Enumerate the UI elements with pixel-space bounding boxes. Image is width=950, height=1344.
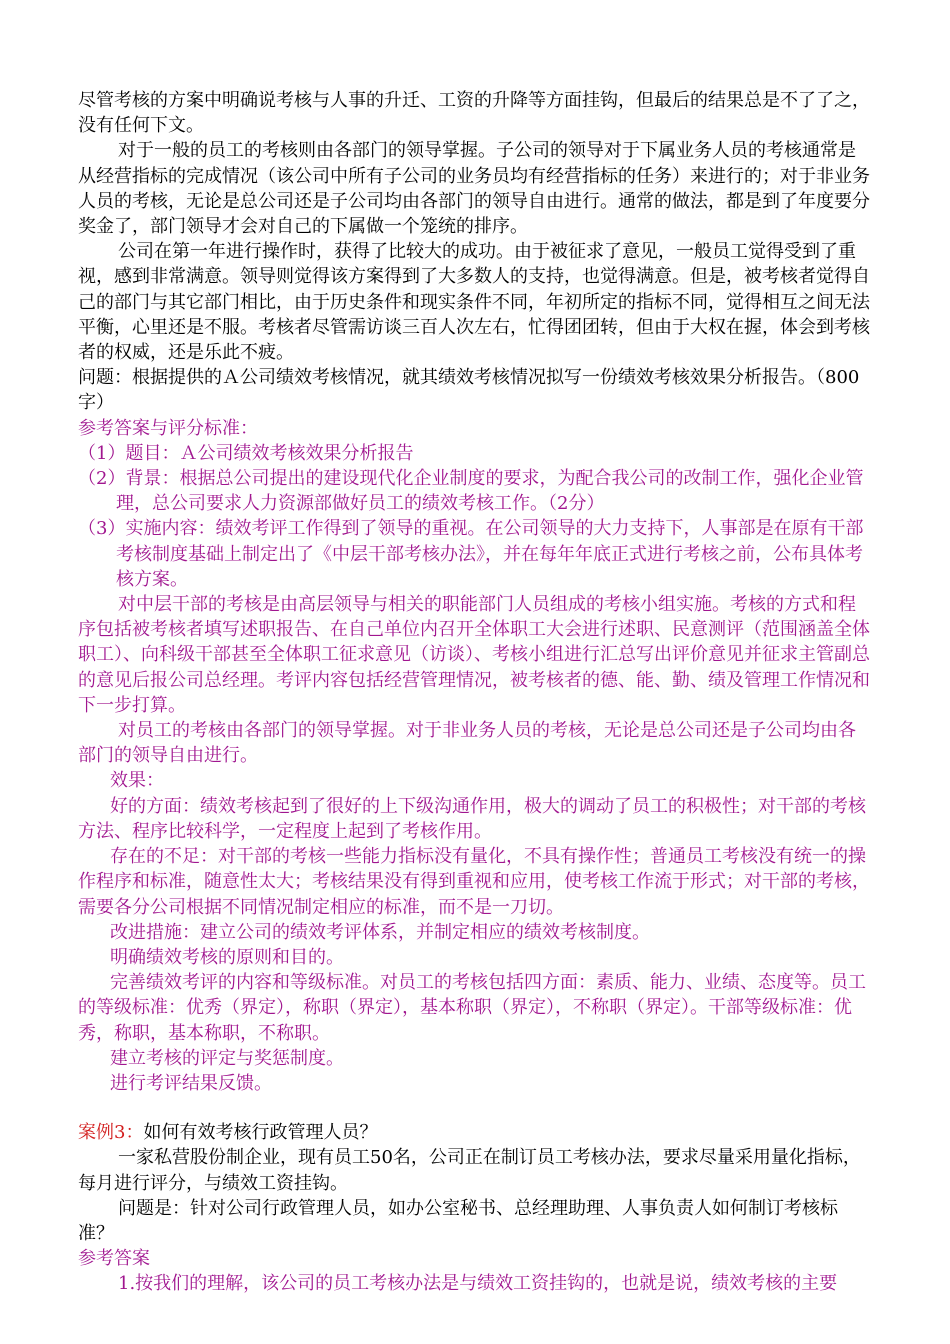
effect-label: 效果： [110, 770, 164, 792]
answer-heading: 参考答案与评分标准： [78, 417, 258, 439]
intro-paragraph-2: 对于一般的员工的考核则由各部门的领导掌握。子公司的领导对于下属业务人员的考核通常是从经营指标的完成情况（该公司中所有子公司的业务员均有经营指标的任务）来进行的；对于非业务人员的考核，无论是总公司还是子公司均由各部门的领导自由进行。通常的做法，都是到了年度要分奖金了，部门领导才会对自己的下属做一个笼统的排序。 [78, 140, 870, 238]
effect-good: 好的方面：绩效考核起到了很好的上下级沟通作用，极大的调动了员工的积极性；对干部的考核方法、程序比较科学，一定程度上起到了考核作用。 [78, 795, 866, 842]
answer-item-1: （1）题目：Ａ公司绩效考核效果分析报告 [78, 442, 414, 464]
case3-answer-1: 1.按我们的理解，该公司的员工考核办法是与绩效工资挂钩的，也就是说，绩效考核的主要 [118, 1273, 838, 1295]
case3-title: 如何有效考核行政管理人员？ [143, 1122, 378, 1144]
answer-paragraph-staff: 对员工的考核由各部门的领导掌握。对于非业务人员的考核，无论是总公司还是子公司均由各部门的领导自由进行。 [78, 720, 856, 767]
case3-paragraph-2: 问题是：针对公司行政管理人员，如办公室秘书、总经理助理、人事负责人如何制订考核标准？ [78, 1197, 838, 1244]
intro-paragraph-1: 尽管考核的方案中明确说考核与人事的升迁、工资的升降等方面挂钩，但最后的结果总是不了了之，没有任何下文。 [78, 90, 870, 137]
measure-3: 建立考核的评定与奖惩制度。 [110, 1047, 344, 1069]
case3-answer-heading: 参考答案 [78, 1248, 150, 1270]
case3-heading [78, 1120, 870, 1145]
answer-item-3: （3）实施内容：绩效考评工作得到了领导的重视。在公司领导的大力支持下，人事部是在原有干部考核制度基础上制定出了《中层干部考核办法》，并在每年年底正式进行考核之前，公布具体考核方案。 [78, 518, 864, 590]
answer-section [78, 416, 870, 1096]
measure-2: 完善绩效考评的内容和等级标准。对员工的考核包括四方面：素质、能力、业绩、态度等。员工的等级标准：优秀（界定），称职（界定），基本称职（界定），不称职（界定）。干部等级标准：优秀，称职，基本称职，不称职。 [78, 972, 866, 1044]
question-text: 问题：根据提供的Ａ公司绩效考核情况，就其绩效考核情况拟写一份绩效考核效果分析报告。（800字） [78, 367, 860, 414]
document-body [78, 88, 870, 1297]
effect-bad: 存在的不足：对干部的考核一些能力指标没有量化，不具有操作性；普通员工考核没有统一的操作程序和标准，随意性太大；考核结果没有得到重视和应用，使考核工作流于形式；对干部的考核，需要各分公司根据不同情况制定相应的标准，而不是一刀切。 [78, 846, 870, 918]
answer-item-2: （2）背景：根据总公司提出的建设现代化企业制度的要求，为配合我公司的改制工作，强化企业管理，总公司要求人力资源部做好员工的绩效考核工作。（2分） [78, 468, 864, 515]
case3-label: 案例3： [78, 1122, 144, 1144]
measure-1: 明确绩效考核的原则和目的。 [110, 946, 344, 968]
case3-paragraph-1: 一家私营股份制企业，现有员工50名，公司正在制订员工考核办法，要求尽量采用量化指标，每月进行评分，与绩效工资挂钩。 [78, 1147, 861, 1194]
measure-4: 进行考评结果反馈。 [110, 1072, 272, 1094]
answer-paragraph-cadre: 对中层干部的考核是由高层领导与相关的职能部门人员组成的考核小组实施。考核的方式和程序包括被考核者填写述职报告、在自己单位内召开全体职工大会进行述职、民意测评（范围涵盖全体职工）、向科级干部甚至全体职工征求意见（访谈）、考核小组进行汇总写出评价意见并征求主管副总的意见后报公司总经理。考评内容包括经营管理情况，被考核者的德、能、勤、绩及管理工作情况和下一步打算。 [78, 594, 870, 716]
intro-paragraph-3: 公司在第一年进行操作时，获得了比较大的成功。由于被征求了意见，一般员工觉得受到了重视，感到非常满意。领导则觉得该方案得到了大多数人的支持，也觉得满意。但是，被考核者觉得自己的部门与其它部门相比，由于历史条件和现实条件不同，年初所定的指标不同，觉得相互之间无法平衡，心里还是不服。考核者尽管需访谈三百人次左右，忙得团团转，但由于大权在握，体会到考核者的权威，还是乐此不疲。 [78, 241, 870, 364]
improve-measures: 改进措施：建立公司的绩效考评体系，并制定相应的绩效考核制度。 [110, 921, 650, 943]
